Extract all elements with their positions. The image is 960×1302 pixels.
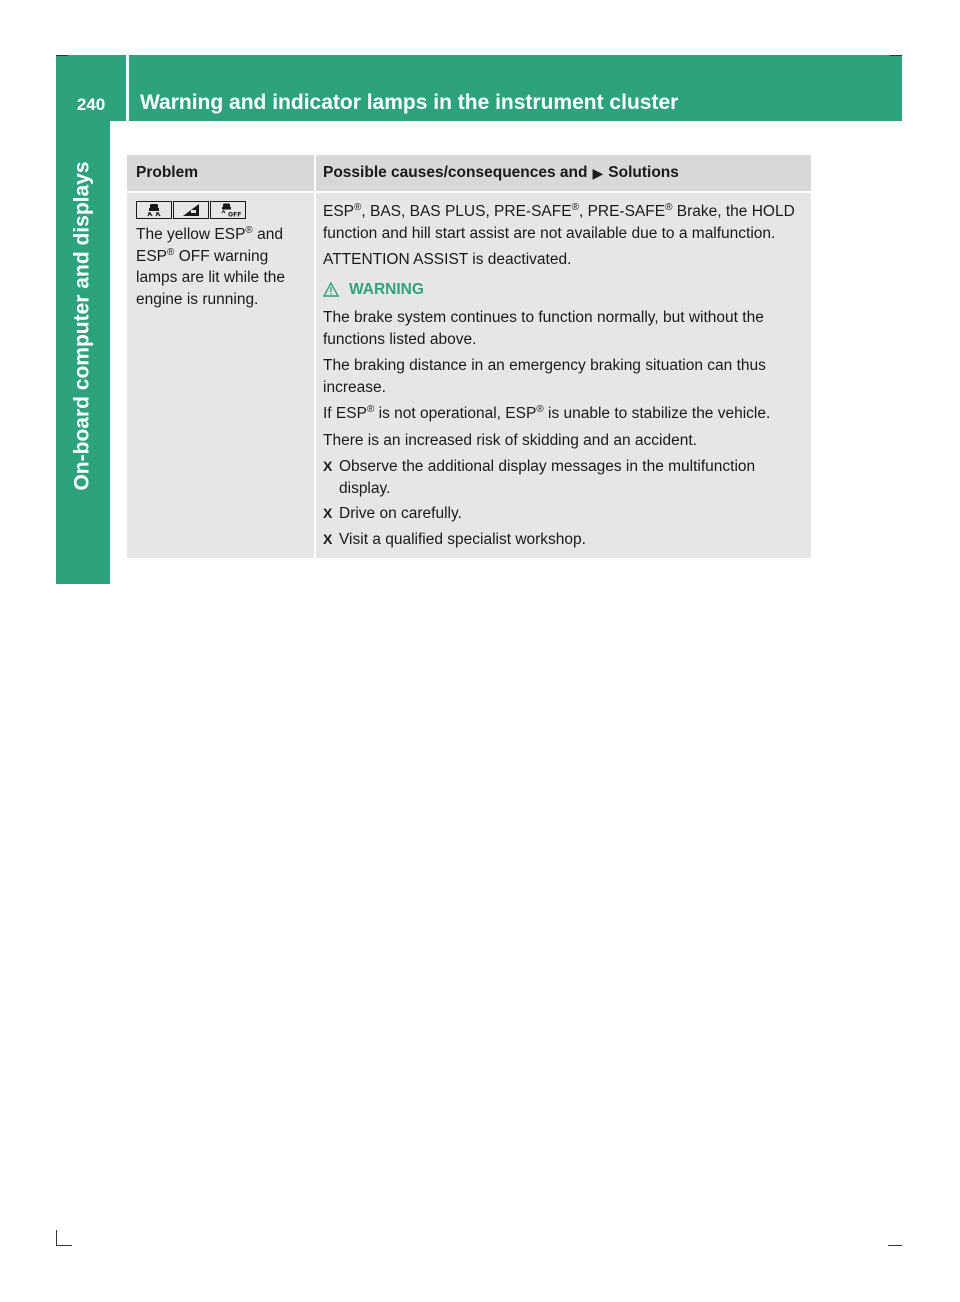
registered-mark: ® — [245, 224, 253, 236]
column-header-causes — [323, 155, 679, 191]
crop-mark-br-h — [888, 1245, 902, 1246]
solution-step-text: Drive on carefully. — [339, 505, 462, 522]
problem-cell — [136, 201, 306, 310]
page-number: 240 — [76, 95, 106, 114]
problem-solution-table — [127, 155, 811, 558]
text-part: , BAS, BAS PLUS, PRE-SAFE — [361, 203, 572, 220]
solution-step — [323, 456, 807, 499]
causes-paragraph: ATTENTION ASSIST is deactivated. — [323, 251, 572, 268]
row-divider — [127, 191, 811, 193]
warning-label: WARNING — [349, 280, 424, 298]
crop-mark-tr-h — [890, 55, 902, 56]
causes-cell — [323, 201, 807, 554]
problem-text-part: OFF warning lamps are lit while the engine is running. — [136, 247, 286, 308]
problem-text-part: and ESP — [136, 226, 283, 265]
step-marker-icon: X — [323, 530, 333, 547]
warning-lamp-icons — [136, 201, 306, 219]
problem-text-part: The yellow ESP — [136, 226, 246, 243]
solution-step-text: Observe the additional display messages in the multifunction display. — [339, 458, 756, 497]
step-marker-icon: X — [323, 505, 333, 521]
warning-paragraph — [323, 403, 807, 425]
text-part: If ESP — [323, 405, 367, 422]
registered-mark: ® — [665, 201, 673, 213]
registered-mark: ® — [167, 246, 175, 258]
chapter-label-text: On-board computer and displays — [71, 161, 94, 491]
column-header-solutions-text: Solutions — [608, 164, 679, 181]
warning-heading — [323, 279, 807, 301]
column-header-causes-text: Possible causes/consequences and — [323, 164, 588, 181]
warning-triangle-icon — [323, 282, 339, 297]
causes-paragraph — [323, 201, 807, 244]
esp-skid-icon — [136, 201, 172, 219]
registered-mark: ® — [571, 201, 579, 213]
esp-off-icon — [210, 201, 246, 219]
text-part: is not operational, ESP — [374, 405, 537, 422]
crop-mark-tl-h — [56, 55, 68, 56]
hill-start-icon — [173, 201, 209, 219]
registered-mark: ® — [366, 403, 375, 415]
chapter-label — [56, 121, 110, 531]
text-part: Brake, the HOLD function and hill start assist are not available due to a malfunction. — [323, 203, 795, 242]
solution-step-text: Visit a qualified specialist workshop. — [339, 530, 586, 548]
registered-mark: ® — [354, 201, 362, 213]
solution-step — [323, 503, 807, 525]
warning-paragraph: The braking distance in an emergency braking situation can thus increase. — [323, 357, 766, 396]
column-header-problem: Problem — [136, 164, 199, 181]
warning-paragraph: The brake system continues to function normally, but without the functions listed above. — [323, 309, 764, 348]
step-marker-icon: X — [323, 458, 333, 474]
crop-mark-bl-h — [56, 1245, 72, 1246]
page-title: Warning and indicator lamps in the instrument cluster — [140, 91, 679, 114]
column-divider — [314, 155, 316, 558]
header-divider — [126, 55, 129, 121]
solution-step — [323, 529, 807, 551]
problem-description — [136, 224, 306, 310]
text-part: ESP — [323, 203, 355, 220]
crop-mark-bl-v — [56, 1230, 57, 1246]
registered-mark: ® — [536, 403, 544, 415]
text-part: , PRE-SAFE — [578, 203, 666, 220]
text-part: is unable to stabilize the vehicle. — [543, 405, 771, 422]
warning-paragraph: There is an increased risk of skidding and an accident. — [323, 431, 697, 449]
arrow-right-icon: ▶ — [592, 164, 604, 181]
svg-text:OFF: OFF — [228, 211, 242, 219]
